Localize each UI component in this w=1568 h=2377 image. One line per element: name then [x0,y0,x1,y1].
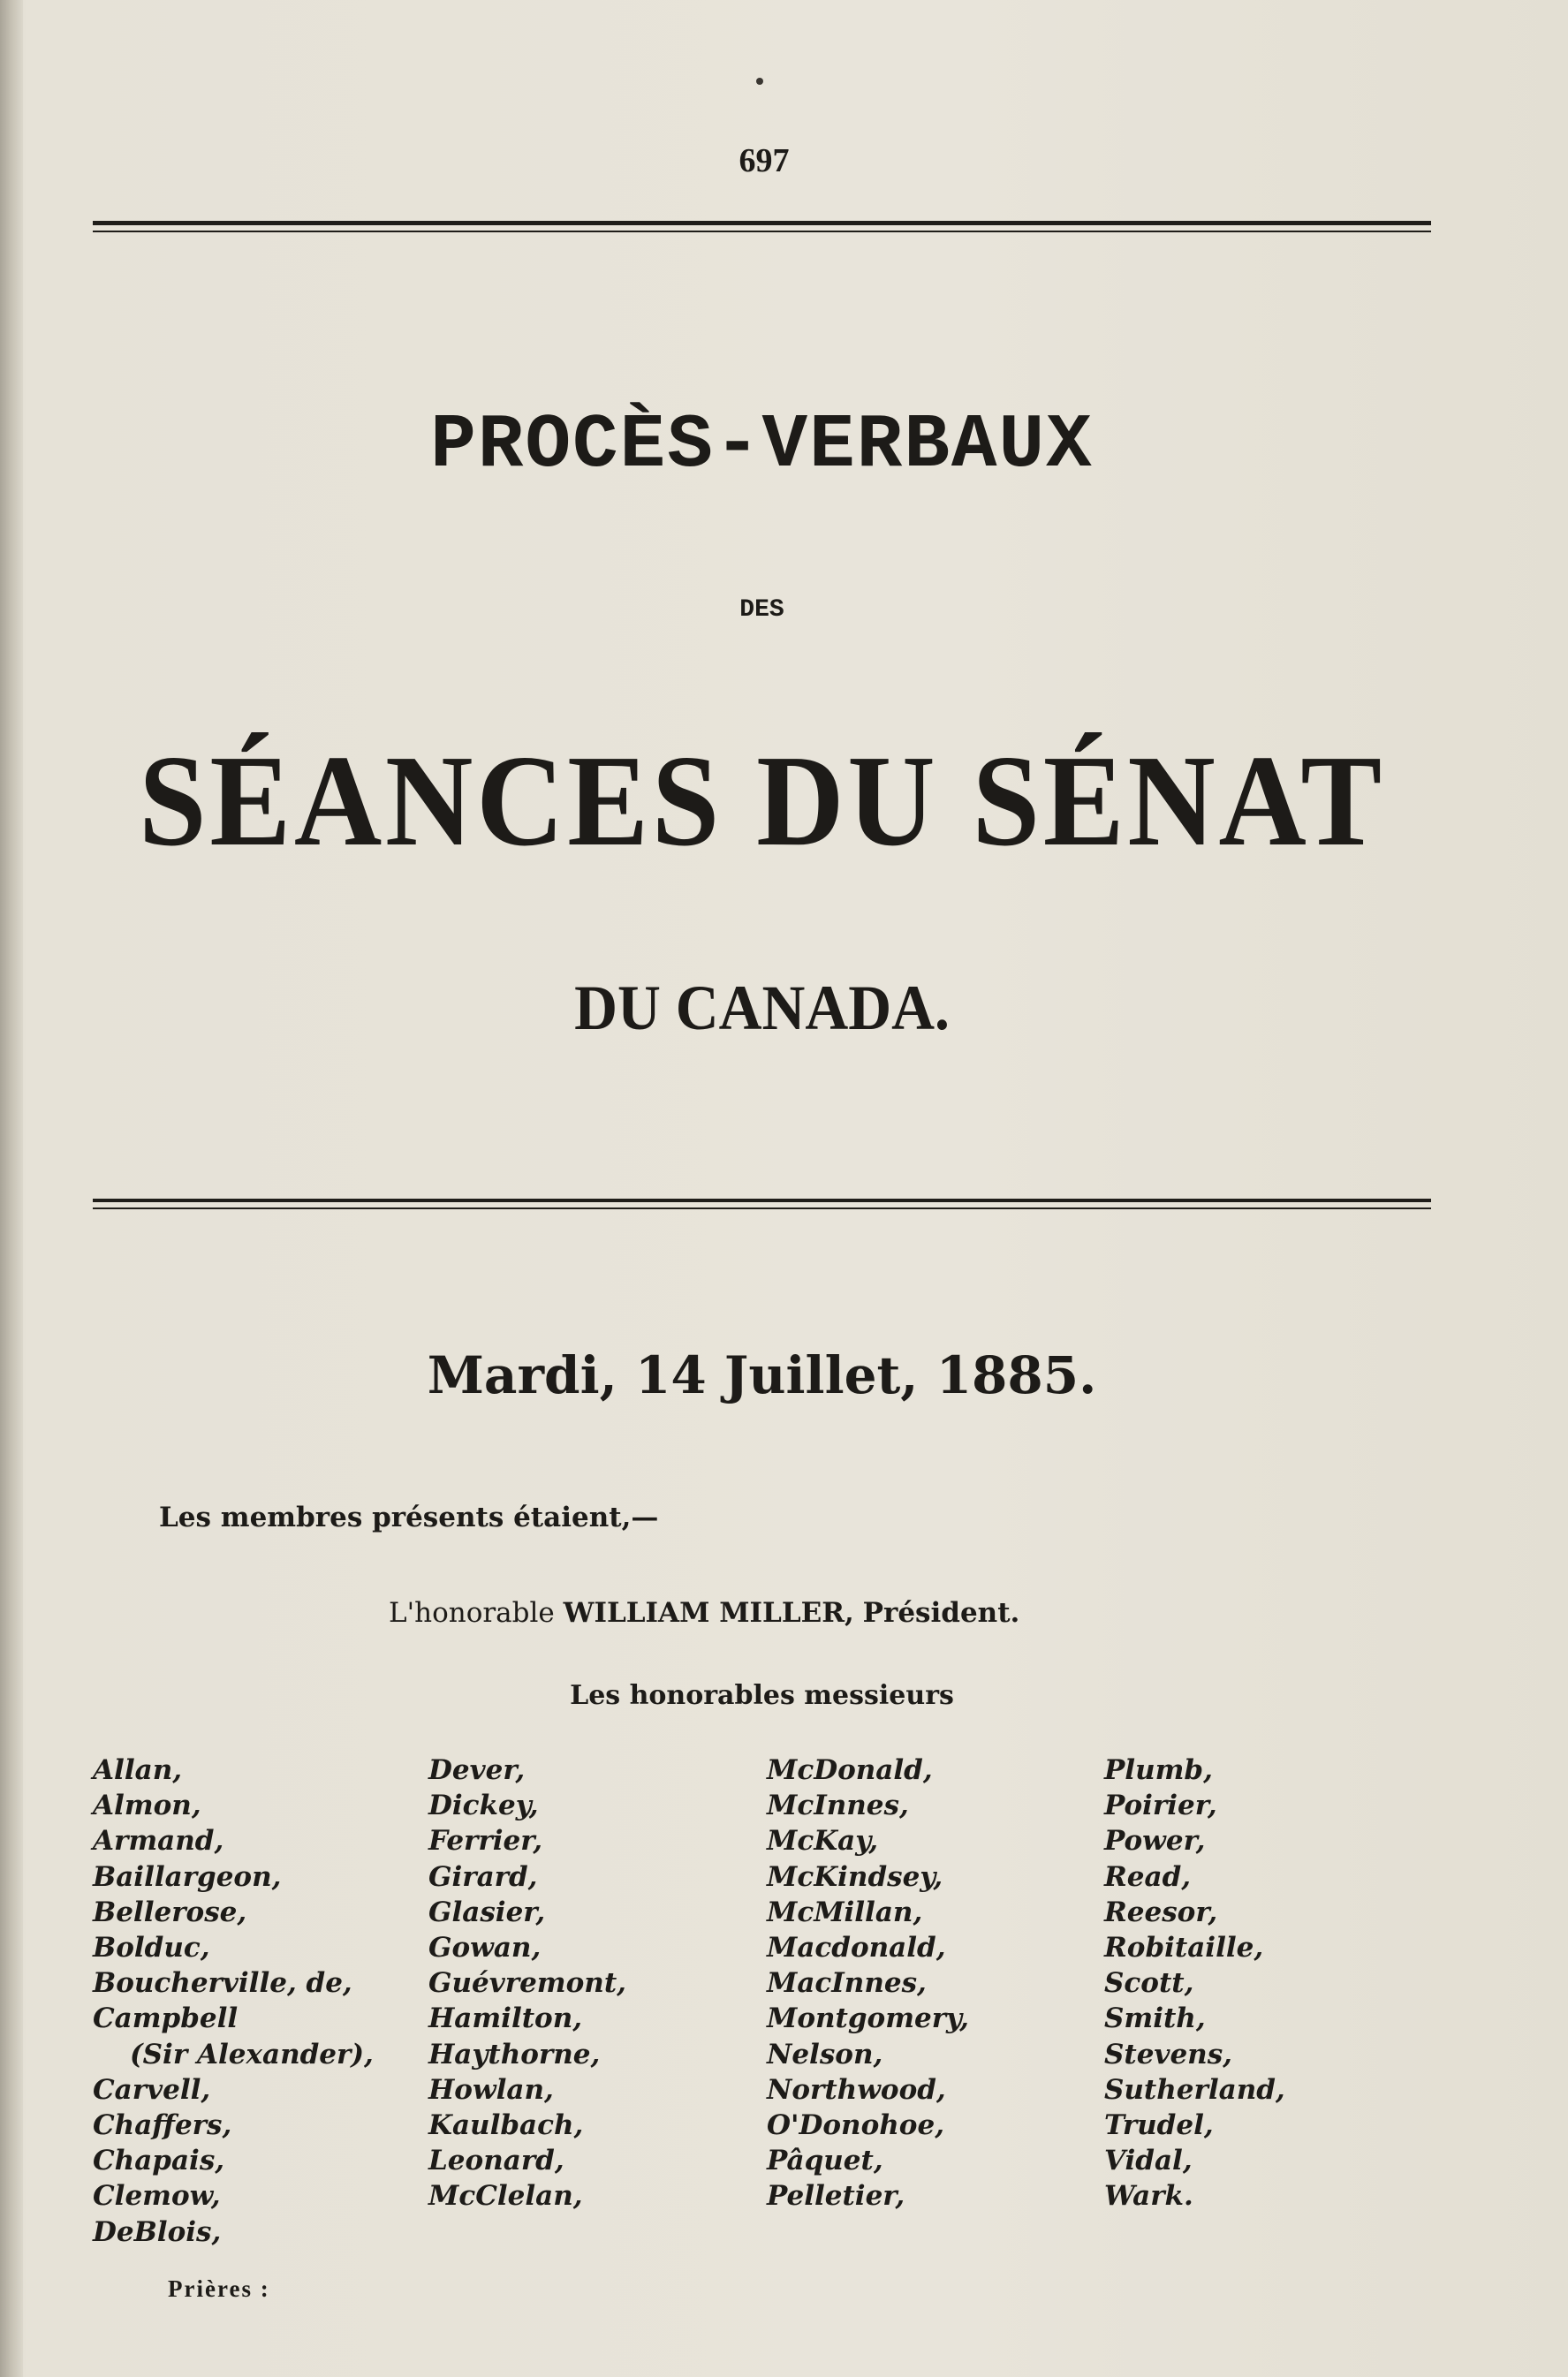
member-name: Dever, [428,1754,526,1786]
member-name: Bolduc, [93,1932,210,1964]
member-name: Boucherville, de, [93,1967,352,2000]
title-des: DES [739,596,784,624]
member-name: Northwood, [767,2073,946,2106]
member-name: MacInnes, [767,1967,927,2000]
member-name: Leonard, [428,2145,564,2177]
member-name: Carvell, [93,2073,211,2106]
member-name: Macdonald, [767,1932,946,1964]
member-name: Reesor, [1104,1896,1218,1928]
member-name: Hamilton, [428,2002,583,2035]
member-name: Pelletier, [767,2180,905,2213]
member-name: O'Donohoe, [767,2109,945,2142]
member-name: McMillan, [767,1896,923,1928]
member-name: Power, [1104,1825,1206,1858]
member-name: Trudel, [1104,2109,1214,2142]
member-name: Bellerose, [93,1896,247,1928]
member-name: Scott, [1104,1967,1194,2000]
member-name: Wark. [1104,2180,1193,2213]
member-name: Chapais, [93,2145,225,2177]
member-name: Campbell [93,2002,239,2035]
member-name: Glasier, [428,1896,546,1928]
member-name: Baillargeon, [93,1860,282,1893]
member-name: Read, [1104,1860,1192,1893]
president-prefix: L'honorable [389,1597,555,1629]
member-name: Guévremont, [428,1967,626,2000]
book-spine-edge [0,0,23,2377]
member-name: Stevens, [1104,2038,1232,2070]
president-line [389,1597,1019,1629]
member-name: Sutherland, [1104,2073,1285,2106]
top-double-rule [93,221,1431,232]
members-column-3 [767,1752,969,2214]
member-name: Montgomery, [767,2002,969,2035]
member-name: Smith, [1104,2002,1206,2035]
member-name: Clemow, [93,2180,221,2213]
member-name: Robitaille, [1104,1932,1264,1964]
member-name: Vidal, [1104,2145,1193,2177]
member-name: Poirier, [1104,1790,1217,1822]
member-name: McKindsey, [767,1860,943,1893]
president-role: Président. [862,1597,1020,1629]
member-name: Almon, [93,1790,201,1822]
session-date: Mardi, 14 Juillet, 1885. [427,1345,1097,1405]
middle-double-rule [93,1199,1431,1209]
member-name: McClelan, [428,2180,583,2213]
member-name: Plumb, [1104,1754,1213,1786]
member-name: Nelson, [767,2038,883,2070]
member-name: Ferrier, [428,1825,543,1858]
members-column-4 [1104,1752,1285,2214]
member-name: Chaffers, [93,2109,232,2142]
member-name: Gowan, [428,1932,542,1964]
members-column-1 [93,1752,374,2250]
prieres-heading: Prières : [168,2275,270,2302]
honorables-heading: Les honorables messieurs [570,1680,954,1711]
member-name: Armand, [93,1825,224,1858]
member-name: Pâquet, [767,2145,883,2177]
member-name-continuation: (Sir Alexander), [130,2038,374,2070]
member-name: Kaulbach, [428,2109,584,2142]
ink-speck [756,78,763,85]
title-proces-verbaux: PROCÈS-VERBAUX [430,402,1094,488]
member-name: McDonald, [767,1754,933,1786]
member-name: McInnes, [767,1790,909,1822]
member-name: Haythorne, [428,2038,601,2070]
members-column-2 [428,1752,626,2214]
title-du-canada: DU CANADA. [574,973,950,1043]
member-name: Girard, [428,1860,538,1893]
member-name: Dickey, [428,1790,539,1822]
president-name: WILLIAM MILLER, [563,1597,854,1629]
member-name: Allan, [93,1754,183,1786]
member-name: Howlan, [428,2073,554,2106]
members-intro: Les membres présents étaient,— [159,1502,659,1533]
page-number: 697 [739,142,790,179]
member-name: DeBlois, [93,2215,222,2248]
title-seances-du-senat: SÉANCES DU SÉNAT [139,729,1385,874]
member-name: McKay, [767,1825,879,1858]
